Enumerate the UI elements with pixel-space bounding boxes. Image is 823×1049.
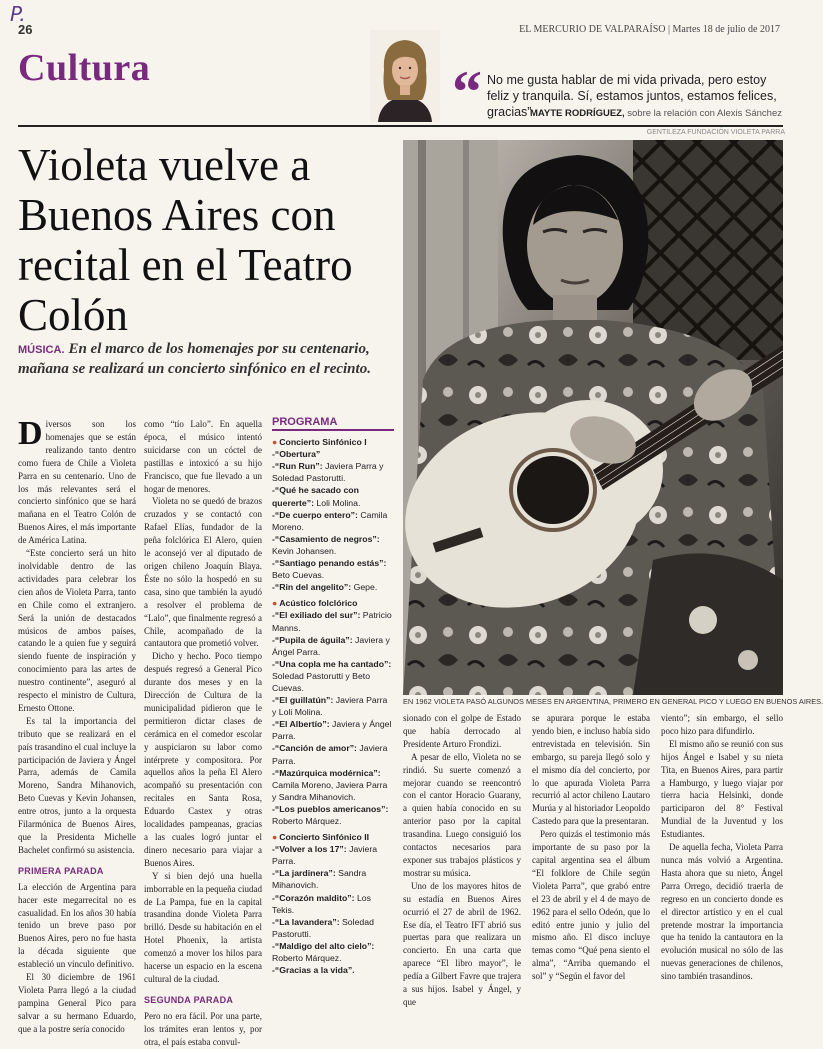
program-song (272, 742, 394, 766)
program-song (272, 867, 394, 891)
song-title: -“Volver a los 17”: (272, 844, 347, 855)
song-artists: Soledad Pastorutti. (272, 916, 374, 939)
song-title: -“Santiago penando estás”: (272, 558, 387, 569)
song-artists: Beto Cuevas. (272, 570, 325, 581)
lead (18, 340, 390, 378)
paragraph: “Este concierto será un hito inolvidable dentro de las actividades para celebrar los cien años de Violeta Parra, tanto en Chile como el extranjero. Será la unión de destacados músicos de ambos países, catando le a quien fue y seguirá siendo fuente de inspiración y conocimiento para las artes de nuestro continente”, aseguró al respecto el ministro de Cultura, Ernesto Ottone. (18, 548, 136, 713)
headline: Violeta vuelve a Buenos Aires con recital en el Teatro Colón (18, 140, 353, 340)
song-artists: Roberto Márquez. (272, 816, 342, 826)
song-artists: Loli Molina. (316, 497, 361, 508)
paragraph: Dicho y hecho. Poco tiempo después regresó a General Pico durante dos meses y en la Dirección de Cultura de la municipalidad pidieron que le permitieron dictar clases de cerámica en el comedor escolar y auspiciaron su labor como intérprete y compositora. Por aquellos años la peña El Alero acompañó su presentación con recitales en Santa Rosa, Eduardo Castex y otras localidades pampeanas, gracias a las cuales logró juntar el dinero necesario para viajar a Buenos Aires. (144, 651, 262, 868)
song-title: -“Corazón maldito”: (272, 892, 355, 903)
program-song (272, 658, 394, 694)
bullet-icon: ● (272, 437, 278, 448)
song-title: -“Los pueblos americanos”: (272, 803, 389, 814)
song-artists: Javiera y Ángel Parra. (272, 634, 390, 657)
song-title: -“Casamiento de negros”: (272, 533, 380, 544)
page-number: 26 (18, 22, 33, 37)
song-title: -“La lavandera”: (272, 916, 340, 927)
song-artists: Camila Moreno. (272, 509, 388, 532)
photo-credit: GENTILEZA FUNDACIÓN VIOLETA PARRA (646, 129, 785, 136)
paragraph: A pesar de ello, Violeta no se rindió. Su suerte comenzó a mejorar cuando se reencontró con el cantor Horacio Guarany, a quien había conocido en su anterior paso por la capital trasandina. Luego consiguió los contactos necesarios para exponer sus trabajos plásticos y mostrar su música. (403, 751, 521, 878)
quote-mark-icon: “ (452, 59, 482, 125)
song-title: -“Qué he sacado con quererte”: (272, 485, 359, 508)
song-artists: Javiera Parra y Soledad Pastorutti. (272, 461, 384, 484)
program-title: PROGRAMA (272, 416, 394, 431)
quote-attribution (487, 108, 782, 119)
paragraph: El mismo año se reunió con sus hijos Ángel e Isabel y su nieta Tita, en Buenos Aires, para partir a Hamburgo, y luego viajar por tierra hacia Helsinki, donde participaron del 8° Festival Mundial de la Juventud y los Estudiantes. (661, 738, 783, 840)
song-title: -“El exiliado del sur”: (272, 610, 361, 621)
song-artists: Patricio Manns. (272, 610, 392, 633)
song-title: -“Rin del angelito”: (272, 582, 352, 593)
song-artists: Camila Moreno, Javiera Parra y Sandra Mihanovich. (272, 779, 388, 802)
program-song (272, 557, 394, 581)
program-song (272, 803, 394, 827)
quote-text: No me gusta hablar de mi vida privada, pero estoy feliz y tranquila. Sí, estamos juntos, estamos felices, gracias” (487, 73, 777, 119)
paragraph: Pero no era fácil. Por una parte, los trámites eran lentos y, por otra, el país estaba convul- (144, 1010, 262, 1047)
bullet-icon: ● (272, 832, 278, 843)
photo-caption: EN 1962 VIOLETA PASÓ ALGUNOS MESES EN ARGENTINA, PRIMERO EN GENERAL PICO Y LUEGO EN BUENOS AIRES. (403, 697, 823, 706)
paragraph: El 30 diciembre de 1961 Violeta Parra llegó a la ciudad pampina General Pico para salvar a su hermano Eduardo, que a la postre sería conocido (18, 972, 136, 1034)
paragraph: Diversos son los homenajes que se están realizando tanto dentro como fuera de Chile a Violeta Parra en su centenario. Uno de los más relevantes será el concierto sinfónico que se hará mañana en el Teatro Colón de Buenos Aires, el más importante de América Latina. (18, 415, 136, 546)
song-artists: Javiera y Ángel Parra. (272, 719, 392, 742)
program-list (272, 436, 394, 976)
program-song (272, 581, 394, 593)
program-box (272, 416, 394, 998)
paragraph: La elección de Argentina para hacer este megarrecital no es casualidad. En los años 30 había tenido un breve paso por Buenos Aires, pero no fue hasta la década siguiente que estableció un vínculo definitivo. (18, 881, 136, 970)
paragraph: viento”; sin embargo, el sello poco hizo para difundirlo. (661, 713, 783, 736)
song-artists: Javiera Parra. (272, 844, 378, 867)
song-artists: Soledad Pastorutti y Beto Cuevas. (272, 670, 371, 693)
paragraph: Pero quizás el testimonio más importante de su paso por la capital argentina sea el álbum “El folklore de Chile según Violeta Parra”, que grabó entre el 23 de abril y el 4 de mayo de 1962 para el sello Odeón, que lo editó entre junio y julio del mismo año. El disco incluye temas como “Qué pena siento el alma”, “Arriba quemando el sol” y “Según el favor del (532, 829, 650, 982)
program-song (272, 767, 394, 803)
program-song (272, 448, 394, 460)
song-title: -“Maldigo del alto cielo”: (272, 940, 375, 951)
portrait-image (370, 30, 440, 122)
masthead: EL MERCURIO DE VALPARAÍSO | Martes 18 de julio de 2017 (519, 24, 780, 35)
program-song (272, 694, 394, 718)
program-song (272, 609, 394, 633)
header-divider (18, 125, 783, 127)
program-concert-title: ● Concierto Sinfónico II (272, 832, 370, 843)
violeta-guitar-photo (403, 140, 783, 695)
program-song (272, 843, 394, 867)
program-concert-title: ● Concierto Sinfónico I (272, 437, 367, 448)
song-artists: Sandra Mihanovich. (272, 868, 367, 891)
song-artists: Gepe. (353, 582, 378, 593)
song-artists: Kevin Johansen. (272, 545, 337, 556)
song-title: -“Obertura” (272, 449, 321, 460)
song-title: -“Canción de amor”: (272, 743, 357, 754)
song-title: -“La jardinera”: (272, 868, 336, 879)
article-column-6 (661, 712, 783, 998)
song-title: -“El Albertío”: (272, 719, 330, 730)
bullet-icon: ● (272, 598, 278, 609)
program-song (272, 940, 394, 964)
paragraph: Es tal la importancia del tributo que se realizará en el país trasandino el cual incluye la participación de Javiera y Ángel Parra, además de Camila Moreno, Sandra Mihanovich, Beto Cuevas y Kevin Johansen, entre otros, junto a la orquesta Filarmónica de Buenos Aires, que la Presidenta Michelle Bachelet confirmó su asistencia. (18, 715, 136, 855)
paragraph: sionado con el golpe de Estado que había derrocado al Presidente Arturo Frondizi. (403, 713, 521, 749)
program-song (272, 509, 394, 533)
quote-author: MAYTE RODRÍGUEZ, (529, 108, 625, 119)
program-song (272, 634, 394, 658)
song-title: -“Mazúrquica modérnica”: (272, 767, 381, 778)
song-title: -“El guillatún”: (272, 695, 334, 706)
program-song (272, 533, 394, 557)
drop-cap: D (18, 415, 43, 452)
program-song (272, 892, 394, 916)
main-photo (403, 140, 783, 695)
program-song (272, 460, 394, 484)
program-song (272, 964, 394, 976)
kicker: MÚSICA. (18, 344, 65, 356)
paragraph: Violeta no se quedó de brazos cruzados y se contactó con Rafael Elías, fundador de la peña folclórica El Alero, quien le aconsejó ver al diputado de origen chileno Joaquín Blaya. Éste no sólo la hospedó en su casa, sino que también la ayudó a resolver el problema de “Lalo”, que finalmente regresó a Chile, acompañado de la cantautora que prometió volver. (144, 496, 262, 649)
song-artists: Los Tekis. (272, 892, 371, 915)
quote-context: sobre la relación con Alexis Sánchez (627, 108, 782, 119)
quote-author-portrait (370, 30, 440, 122)
program-song (272, 916, 394, 940)
paragraph: Y si bien dejó una huella imborrable en la pequeña ciudad de La Pampa, fue en la capital trasandina donde Violeta Parra brilló. Desde su habitación en el Hotel Phoenix, la artista comenzó a mover los hilos para hacerse un espacio en la escena cultural de la ciudad. (144, 870, 262, 984)
article-column-1 (18, 415, 136, 1034)
article-column-2 (144, 418, 262, 1047)
subheading: PRIMERA PARADA (18, 865, 104, 876)
paragraph: como “tío Lalo”. En aquella época, el músico intentó suicidarse con un cóctel de pastillas e intoxicó a su hijo Francisco, que fue llevado a un hogar de menores. (144, 419, 262, 494)
song-title: -“Gracias a la vida”. (272, 965, 355, 976)
subheading: SEGUNDA PARADA (144, 994, 234, 1005)
song-artists: Roberto Márquez. (272, 953, 342, 964)
lead-text: En el marco de los homenajes por su centenario, mañana se realizará un concierto sinfónico en el recinto. (18, 341, 371, 377)
song-title: -“Run Run”: (272, 461, 323, 472)
song-title: -“Pupila de águila”: (272, 634, 353, 645)
article-column-4 (403, 712, 521, 1007)
paragraph: Uno de los mayores hitos de su estadía en Buenos Aires ocurrió el 27 de abril de 1962. Ese día, el Teatro IFT abrió sus puertas para que realizara un concierto. En una carta que aparece “El libro mayor”, le pedía a Gilbert Favre que trajera a sus hijos. Isabel y Ángel, y que (403, 880, 521, 1007)
program-song (272, 484, 394, 508)
program-concert-title: ● Acústico folclórico (272, 598, 358, 609)
song-title: -“De cuerpo entero”: (272, 509, 358, 520)
song-artists: Javiera Parra y Loli Molina. (272, 695, 388, 718)
handwritten-mark: P. (10, 2, 26, 26)
song-title: -“Una copla me ha cantado”: (272, 658, 392, 669)
paragraph: De aquella fecha, Violeta Parra nunca más volvió a Argentina. Hasta ahora que su nieto, Ángel Parra Orrego, decidió traerla de regreso en un concierto donde es el director artístico y en el cual pretende mostrar la importancia que ha tenido la cantautora en la evolución musical no sólo de las nuevas generaciones de chilenos, sino también trasandinos. (661, 842, 783, 982)
song-artists: Javiera Parra. (272, 743, 388, 766)
program-song (272, 718, 394, 742)
article-column-5 (532, 712, 650, 998)
paragraph: se apurara porque le estaba yendo bien, e incluso había sido entrevistada en televisión. Sin embargo, su pareja llegó solo y el mismo día del concierto, por lo que apurada Violeta Parra recurrió al actor chileno Lautaro Murúa y al historiador Leopoldo Castedo para que la presentaran. (532, 713, 650, 827)
section-title: Cultura (18, 47, 151, 89)
